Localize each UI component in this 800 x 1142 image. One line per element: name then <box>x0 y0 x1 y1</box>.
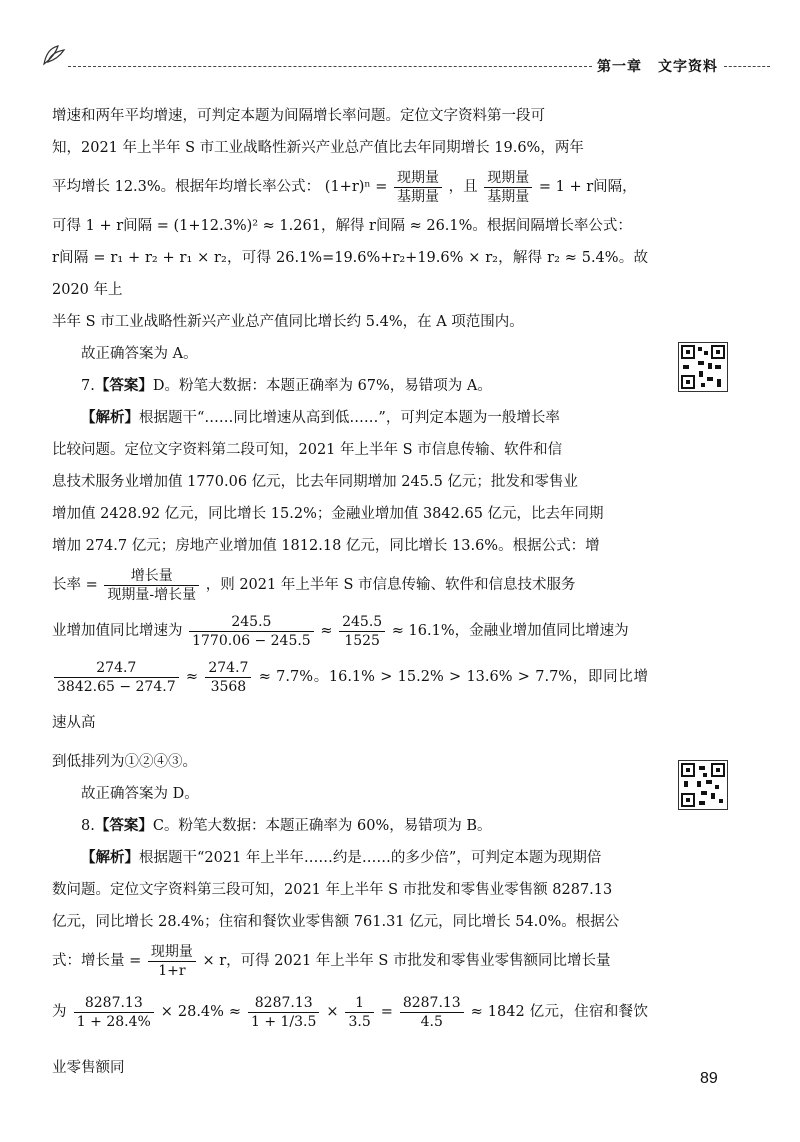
answer-tag: 【答案】 <box>94 818 153 834</box>
fraction: $\frac{274.7}{3842.65 - 274.7}$ <box>54 659 179 696</box>
fraction: $\frac{\text{增长量}}{\text{现期量-增长量}}$ <box>104 567 199 604</box>
fraction: $\frac{8287.13}{4.5}$ <box>400 994 464 1031</box>
text-line-formula: 业增加值同比增速为 $\frac{245.5}{1770.06 - 245.5}$ ≈ $\frac{245.5}{1525}$ ≈ 16.1%，金融业增加值同比增速为 <box>52 613 629 649</box>
header-rule-right <box>724 66 770 67</box>
answer-tag: 【答案】 <box>94 378 153 394</box>
text-line: 息技术服务业增加值 1770.06 亿元，比去年同期增加 245.5 亿元；批发和零售业 <box>52 474 578 490</box>
fraction: $\frac{1}{3.5}$ <box>345 994 373 1031</box>
qr-code-icon[interactable] <box>678 342 728 392</box>
analysis-tag: 【解析】 <box>81 410 139 426</box>
fraction: $\frac{245.5}{1525}$ <box>339 613 385 650</box>
question-8-analysis: 【解析】根据题干“2021 年上半年……约是……的多少倍”，可判定本题为现期倍 <box>81 850 602 866</box>
text-line-formula: 长率 = $\frac{\text{增长量}}{\text{现期量-增长量}}$ ，则 2021 年上半年 S 市信息传输、软件和信息技术服务 <box>52 567 576 603</box>
header-rule-left <box>68 66 592 67</box>
fraction: $\frac{8287.13}{1 + 28.4\%}$ <box>74 994 154 1031</box>
text-line: 增加 274.7 亿元；房地产业增加值 1812.18 亿元，同比增长 13.6%。根据公式：增 <box>52 538 600 554</box>
question-7-answer: 7.【答案】D。粉笔大数据：本题正确率为 67%，易错项为 A。 <box>81 378 492 394</box>
fraction: $\frac{\text{现期量}}{1+r}$ <box>148 943 196 980</box>
text-line: r间隔 = r₁ + r₂ + r₁ × r₂，可得 26.1%=19.6%+r₂+19.6% × r₂，解得 r₂ ≈ 5.4%。故 2020 年上 <box>52 250 648 298</box>
analysis-tag: 【解析】 <box>81 850 139 866</box>
answer-line: 故正确答案为 D。 <box>81 786 199 802</box>
text-line: 数问题。定位文字资料第三段可知，2021 年上半年 S 市批发和零售业零售额 8287.13 <box>52 882 613 898</box>
text-line: 亿元，同比增长 28.4%；住宿和餐饮业零售额 761.31 亿元，同比增长 54.0%。根据公 <box>52 914 620 930</box>
fraction: $\frac{245.5}{1770.06 - 245.5}$ <box>189 613 314 650</box>
text-line-formula: $\frac{274.7}{3842.65 - 274.7}$ ≈ $\frac{274.7}{3568}$ ≈ 7.7%。16.1% > 15.2% > 13.6% > 7.7%，即同比增速从高 <box>52 659 648 731</box>
page-header <box>40 36 770 76</box>
text-line: 半年 S 市工业战略性新兴产业总产值同比增长约 5.4%，在 A 项范围内。 <box>52 314 524 330</box>
text-line: 到低排列为①②④③。 <box>52 754 197 770</box>
leaf-icon <box>40 40 68 66</box>
fraction: $\frac{\text{现期量}}{\text{基期量}}$ <box>484 169 532 206</box>
fraction: $\frac{\text{现期量}}{\text{基期量}}$ <box>394 169 442 206</box>
fraction: $\frac{274.7}{3568}$ <box>205 659 251 696</box>
text-line: 可得 1 + r间隔 = (1+12.3%)² ≈ 1.261，解得 r间隔 ≈ 26.1%。根据间隔增长率公式： <box>52 218 632 234</box>
text-line-formula: 为 $\frac{8287.13}{1 + 28.4\%}$ × 28.4% ≈ $\frac{8287.13}{1 + 1/3.5}$ × $\frac{1}{3.5}$ = $\frac{8287.13}{4.5}$ ≈ 1842 亿元，住宿和餐饮业零售额同 <box>52 994 649 1076</box>
text-line: 增速和两年平均增速，可判定本题为间隔增长率问题。定位文字资料第一段可 <box>52 108 545 124</box>
chapter-number: 第一章 <box>597 59 642 75</box>
text-line-formula: 式：增长量 = $\frac{\text{现期量}}{1+r}$ × r，可得 2021 年上半年 S 市批发和零售业零售额同比增长量 <box>52 943 611 979</box>
text-line: 增加值 2428.92 亿元，同比增长 15.2%；金融业增加值 3842.65 亿元，比去年同期 <box>52 506 604 522</box>
text-line: 比较问题。定位文字资料第二段可知，2021 年上半年 S 市信息传输、软件和信 <box>52 442 563 458</box>
answer-line: 故正确答案为 A。 <box>81 346 198 362</box>
text-line-formula: 平均增长 12.3%。根据年均增长率公式： (1+r)ⁿ = $\frac{\text{现期量}}{\text{基期量}}$ ，且 $\frac{\text{现期量}}{\text{基期量}}$ = 1 + r间隔， <box>52 169 637 205</box>
fraction: $\frac{8287.13}{1 + 1/3.5}$ <box>248 994 319 1031</box>
page-number: 89 <box>700 1070 718 1087</box>
question-7-analysis: 【解析】根据题干“……同比增速从高到低……”，可判定本题为一般增长率 <box>81 410 560 426</box>
chapter-title: 文字资料 <box>658 59 718 75</box>
chapter-heading <box>597 56 718 76</box>
page-body <box>52 100 648 1096</box>
text-line: 知，2021 年上半年 S 市工业战略性新兴产业总产值比去年同期增长 19.6%，两年 <box>52 140 584 156</box>
qr-code-icon[interactable] <box>678 760 728 810</box>
question-8-answer: 8.【答案】C。粉笔大数据：本题正确率为 60%，易错项为 B。 <box>81 818 492 834</box>
